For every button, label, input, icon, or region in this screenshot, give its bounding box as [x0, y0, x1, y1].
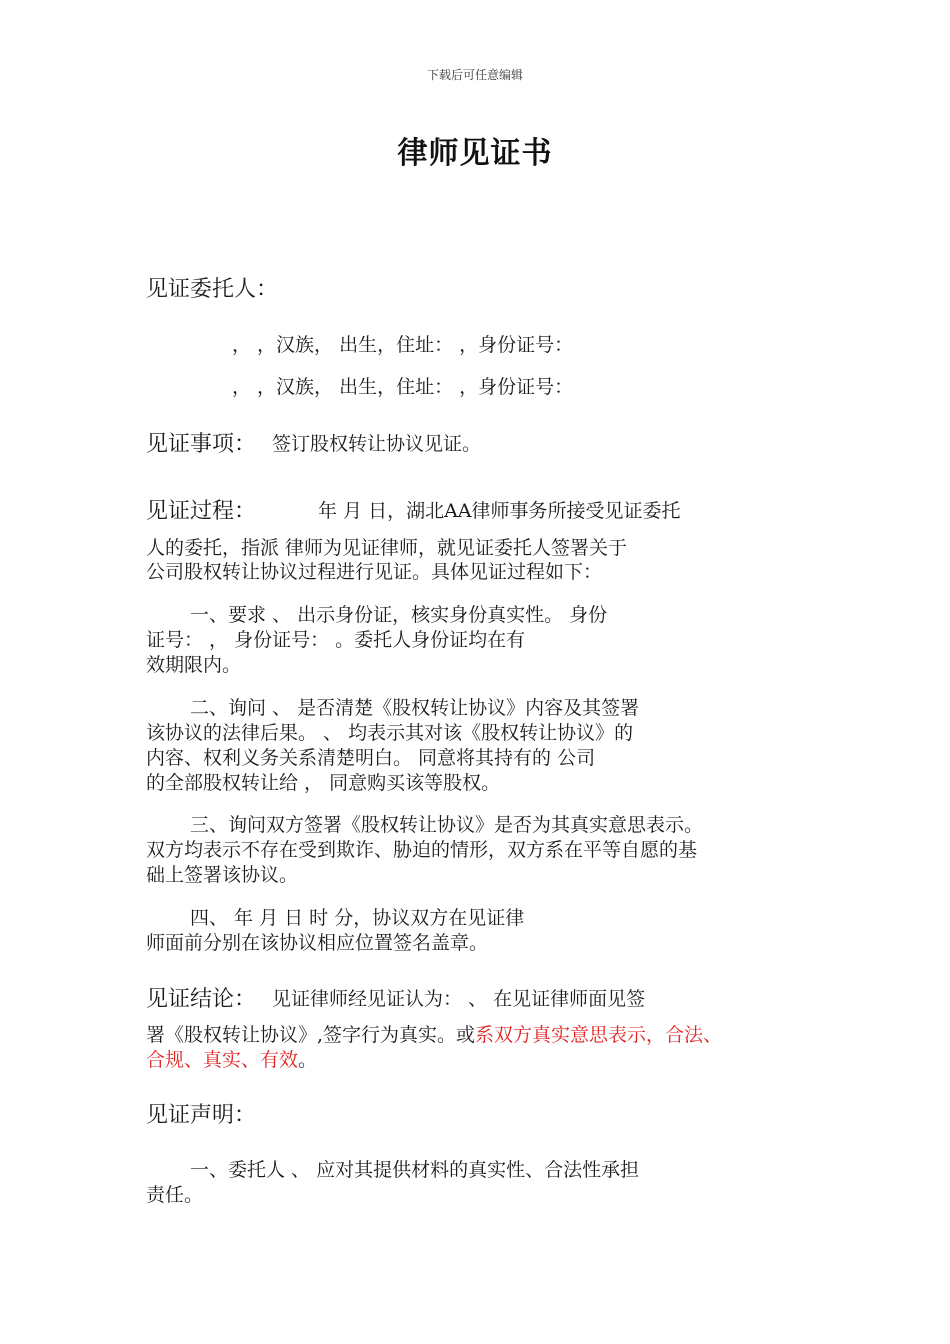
process-line-2: 人的委托，指派 律师为见证律师，就见证委托人签署关于: [146, 537, 628, 559]
document-title: 律师见证书: [397, 136, 553, 171]
matter-text: 签订股权转让协议见证。: [272, 433, 482, 455]
process-item-2-line-1: 二、询问 、 是否清楚《股权转让协议》内容及其签署: [190, 697, 640, 719]
process-item-2-line-3: 内容、权利义务关系清楚明白。 同意将其持有的 公司: [146, 747, 596, 769]
principal-row-1: ， ，汉族， 出生，住址： ，身份证号：: [232, 334, 574, 356]
statement-heading: 见证声明：: [146, 1103, 257, 1128]
process-item-3-line-2: 双方均表示不存在受到欺诈、胁迫的情形，双方系在平等自愿的基: [146, 839, 698, 861]
process-line-3: 公司股权转让协议过程进行见证。具体见证过程如下：: [146, 561, 603, 583]
process-item-1-line-2: 证号： ， 身份证号： 。委托人身份证均在有: [146, 629, 526, 651]
conclusion-highlight-1: 系双方真实意思表示，合法、: [475, 1024, 723, 1046]
conclusion-line-2-text: 署《股权转让协议》,签字行为真实。或: [146, 1024, 476, 1046]
conclusion-line-3: [146, 1045, 317, 1072]
process-item-3-line-3: 础上签署该协议。: [146, 864, 299, 886]
principal-row-2: ， ，汉族， 出生，住址： ，身份证号：: [232, 376, 574, 398]
conclusion-line-3-end: 。: [298, 1049, 318, 1071]
process-item-3-line-1: 三、询问双方签署《股权转让协议》是否为其真实意思表示。: [190, 814, 704, 836]
process-item-4-line-1: 四、 年 月 日 时 分，协议双方在见证律: [190, 907, 525, 929]
header-note: 下载后可任意编辑: [426, 68, 523, 82]
statement-item-1-line-1: 一、委托人 、 应对其提供材料的真实性、合法性承担: [190, 1159, 640, 1181]
statement-item-1-line-2: 责任。: [146, 1184, 204, 1206]
principal-heading: 见证委托人：: [146, 277, 279, 302]
process-item-1-line-1: 一、要求 、 出示身份证，核实身份真实性。 身份: [190, 604, 608, 626]
process-heading: 见证过程：: [146, 499, 257, 524]
process-item-2-line-4: 的全部股权转让给 ， 同意购买该等股权。: [146, 772, 501, 794]
conclusion-line-1: 见证律师经见证认为： 、 在见证律师面见签: [272, 988, 646, 1010]
conclusion-highlight-2: 合规、真实、有效: [146, 1049, 299, 1071]
matter-heading: 见证事项：: [146, 432, 257, 457]
conclusion-line-2: [146, 1020, 722, 1047]
process-line-1: 年 月 日，湖北AA律师事务所接受见证委托: [318, 500, 681, 522]
process-item-1-line-3: 效期限内。: [146, 654, 242, 676]
conclusion-heading: 见证结论：: [146, 987, 257, 1012]
process-item-4-line-2: 师面前分别在该协议相应位置签名盖章。: [146, 932, 489, 954]
process-item-2-line-2: 该协议的法律后果。 、 均表示其对该《股权转让协议》的: [146, 722, 634, 744]
